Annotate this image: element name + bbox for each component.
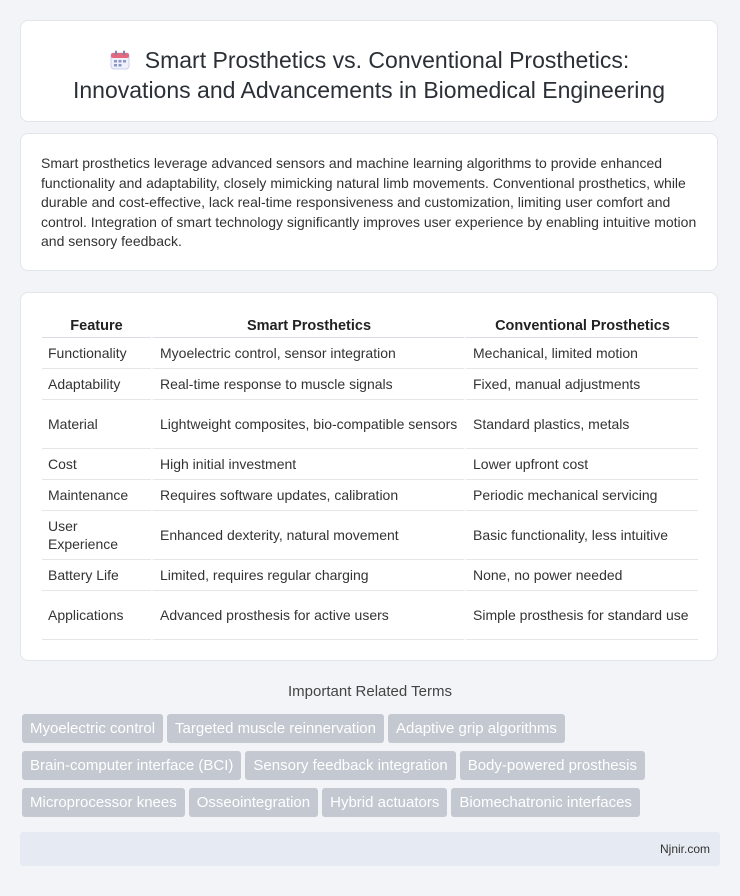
table-cell: High initial investment	[151, 449, 464, 480]
table-cell: Basic functionality, less intuitive	[464, 511, 698, 560]
table-cell: Limited, requires regular charging	[151, 560, 464, 591]
summary-text: Smart prosthetics leverage advanced sensors and machine learning algorithms to provide enhanced functionality and adaptability, closely mimicking natural limb movements. Conventional prosthetics, while durable and cost-effective, lack real-time responsiveness and customization, limiting user comfort and control. Integration of smart technology significantly improves user experience by enabling intuitive motion and sensory feedback.	[41, 155, 697, 249]
tag-row	[22, 714, 722, 751]
title-card	[20, 20, 718, 122]
tag-osseointegration[interactable]: Osseointegration	[189, 788, 318, 817]
table-cell: Adaptability	[42, 369, 151, 400]
table-row	[42, 591, 698, 640]
table-cell: Advanced prosthesis for active users	[151, 591, 464, 640]
table-row	[42, 511, 698, 560]
table-header-row	[42, 315, 698, 338]
tag-targeted-muscle-reinnervation[interactable]: Targeted muscle reinnervation	[167, 714, 384, 743]
table-row	[42, 449, 698, 480]
table-cell: Periodic mechanical servicing	[464, 480, 698, 511]
tag-row	[22, 788, 722, 825]
page-title	[51, 45, 687, 105]
table-cell: Mechanical, limited motion	[464, 338, 698, 369]
table-cell: Cost	[42, 449, 151, 480]
tag-adaptive-grip-algorithms[interactable]: Adaptive grip algorithms	[388, 714, 565, 743]
header-feature: Feature	[42, 315, 151, 338]
table-cell: Battery Life	[42, 560, 151, 591]
table-row	[42, 369, 698, 400]
calendar-icon	[109, 49, 131, 71]
table-row	[42, 400, 698, 449]
comparison-table	[42, 315, 698, 640]
table-row	[42, 480, 698, 511]
summary-card	[20, 133, 718, 271]
header-conventional: Conventional Prosthetics	[464, 315, 698, 338]
tag-myoelectric-control[interactable]: Myoelectric control	[22, 714, 163, 743]
tag-brain-computer-interface[interactable]: Brain-computer interface (BCI)	[22, 751, 241, 780]
table-row	[42, 560, 698, 591]
table-cell: None, no power needed	[464, 560, 698, 591]
footer	[20, 832, 720, 866]
comparison-card	[20, 292, 718, 661]
table-cell: Standard plastics, metals	[464, 400, 698, 449]
table-cell: Lower upfront cost	[464, 449, 698, 480]
footer-site-link[interactable]: Njnir.com	[659, 842, 710, 856]
title-line-2: Innovations and Advancements in Biomedical Engineering	[73, 77, 665, 103]
table-cell: Real-time response to muscle signals	[151, 369, 464, 400]
tag-biomechatronic-interfaces[interactable]: Biomechatronic interfaces	[451, 788, 640, 817]
table-cell: Fixed, manual adjustments	[464, 369, 698, 400]
table-cell: Maintenance	[42, 480, 151, 511]
tag-row	[22, 751, 722, 788]
related-terms-list	[22, 714, 722, 825]
title-line-1: Smart Prosthetics vs. Conventional Prosthetics:	[144, 47, 630, 73]
related-terms-heading: Important Related Terms	[288, 683, 452, 700]
table-cell: Requires software updates, calibration	[151, 480, 464, 511]
table-cell: Material	[42, 400, 151, 449]
tag-microprocessor-knees[interactable]: Microprocessor knees	[22, 788, 185, 817]
table-cell: Lightweight composites, bio-compatible sensors	[151, 400, 464, 449]
table-cell: Enhanced dexterity, natural movement	[151, 511, 464, 560]
table-row	[42, 338, 698, 369]
table-cell: Applications	[42, 591, 151, 640]
table-cell: Simple prosthesis for standard use	[464, 591, 698, 640]
header-smart: Smart Prosthetics	[151, 315, 464, 338]
table-cell: Myoelectric control, sensor integration	[151, 338, 464, 369]
tag-body-powered-prosthesis[interactable]: Body-powered prosthesis	[460, 751, 645, 780]
tag-sensory-feedback-integration[interactable]: Sensory feedback integration	[245, 751, 455, 780]
table-cell: Functionality	[42, 338, 151, 369]
tag-hybrid-actuators[interactable]: Hybrid actuators	[322, 788, 447, 817]
table-cell: User Experience	[42, 511, 151, 560]
